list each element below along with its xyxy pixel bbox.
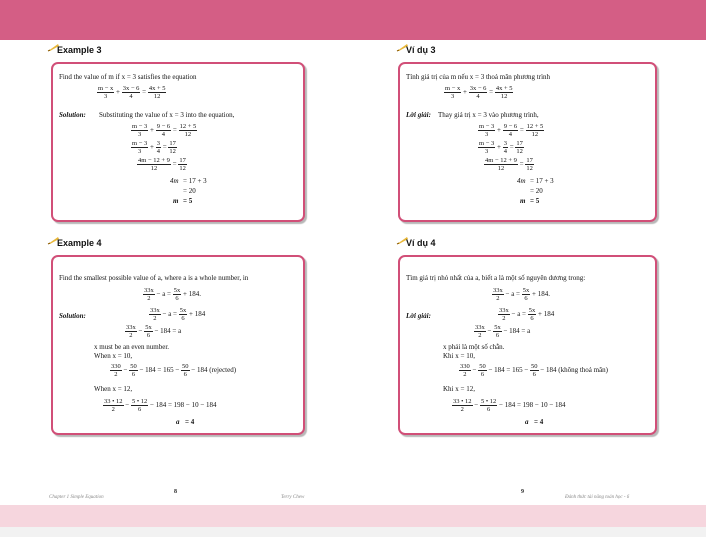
solution-when-10: Khi x = 10, [443, 352, 475, 360]
solution-step-3: $\frac{4m - 12 + 9}{12}$ = $\frac{17}{12}$ [485, 157, 533, 172]
left-page [0, 40, 353, 505]
solution-when-10: When x = 10, [94, 352, 133, 360]
page-number: 9 [521, 489, 524, 495]
footer-chapter: Chapter 1 Simple Equation [49, 495, 104, 500]
solution-label: Solution: [59, 111, 86, 119]
solution-step-3: $\frac{330}{2}$ − $\frac{50}{6}$ − 184 = 165 − $\frac{50}{6}$ − 184 (rejected) [111, 363, 237, 378]
bottom-strip [0, 527, 706, 537]
example-3-problem: Find the value of m if x = 3 satisfies the equation [59, 73, 197, 81]
solution-when-12: When x = 12, [94, 385, 133, 393]
example-4-problem: Find the smallest possible value of a, where a is a whole number, in [59, 274, 249, 282]
solution-answer-lhs: a [176, 418, 180, 426]
example-3-title: Example 3 [57, 45, 102, 55]
solution-label: Lời giải: [406, 111, 431, 119]
solution-intro: Substituting the value of x = 3 into the equation, [99, 111, 235, 119]
solution-answer-lhs: m [173, 197, 179, 205]
example-3-box [51, 62, 305, 222]
solution-step-2: $\frac{33x}{2}$ − $\frac{5x}{6}$ − 184 = a [126, 324, 182, 339]
solution-answer-rhs: = 4 [534, 418, 544, 426]
bottom-pink-band [0, 505, 706, 527]
solution-step-4-rhs: = 17 + 3 [530, 177, 554, 185]
footer-book-title: Đánh thức tài năng toán học - 6 [565, 495, 630, 500]
right-page [353, 40, 706, 505]
solution-step-4-rhs: = 17 + 3 [183, 177, 207, 185]
example-3-title: Ví dụ 3 [406, 45, 436, 55]
solution-step-4: $\frac{33 • 12}{2}$ − $\frac{5 • 12}{6}$ − 184 = 198 − 10 − 184 [453, 398, 566, 413]
solution-step-4-lhs: 4m [170, 177, 179, 185]
example-4-box [398, 255, 657, 435]
footer-author: Terry Chew [281, 495, 305, 500]
example-3-equation: $\frac{m - x}{3}$ + $\frac{3x - 6}{4}$ = $\frac{4x + 5}{12}$ [445, 85, 513, 100]
page-number: 8 [174, 489, 177, 495]
example-3-box [398, 62, 657, 222]
solution-step-2: $\frac{m - 3}{3}$ + $\frac{3}{4}$ = $\frac{17}{12}$ [132, 140, 176, 155]
example-4-equation: $\frac{33x}{2}$ − a = $\frac{5x}{6}$ + 184. [144, 287, 201, 302]
solution-answer-lhs: a [525, 418, 529, 426]
solution-answer-lhs: m [520, 197, 526, 205]
solution-step-3: $\frac{330}{2}$ − $\frac{50}{6}$ − 184 = 165 − $\frac{50}{6}$ − 184 (không thoả mãn) [460, 363, 609, 378]
solution-step-1: $\frac{33x}{2}$ − a = $\frac{5x}{6}$ + 184 [499, 307, 555, 322]
solution-step-3: $\frac{4m - 12 + 9}{12}$ = $\frac{17}{12}$ [138, 157, 186, 172]
example-3-problem: Tính giá trị của m nếu x = 3 thoả mãn phương trình [406, 73, 551, 81]
solution-step-4-lhs: 4m [517, 177, 526, 185]
solution-step-1: $\frac{33x}{2}$ − a = $\frac{5x}{6}$ + 184 [150, 307, 206, 322]
example-4-title: Example 4 [57, 238, 102, 248]
solution-step-5-rhs: = 20 [530, 187, 543, 195]
solution-step-1: $\frac{m - 3}{3}$ + $\frac{9 - 6}{4}$ = $\frac{12 + 5}{12}$ [132, 123, 197, 138]
example-4-box [51, 255, 305, 435]
solution-step-2: $\frac{33x}{2}$ − $\frac{5x}{6}$ − 184 = a [475, 324, 531, 339]
solution-even-note: x must be an even number. [94, 343, 170, 351]
solution-step-1: $\frac{m - 3}{3}$ + $\frac{9 - 6}{4}$ = $\frac{12 + 5}{12}$ [479, 123, 544, 138]
example-3-equation: $\frac{m - x}{3}$ + $\frac{3x - 6}{4}$ = $\frac{4x + 5}{12}$ [98, 85, 166, 100]
example-4-title: Ví dụ 4 [406, 238, 436, 248]
solution-step-2: $\frac{m - 3}{3}$ + $\frac{3}{4}$ = $\frac{17}{12}$ [479, 140, 523, 155]
solution-step-5-rhs: = 20 [183, 187, 196, 195]
solution-intro: Thay giá trị x = 3 vào phương trình, [438, 111, 539, 119]
solution-step-4: $\frac{33 • 12}{2}$ − $\frac{5 • 12}{6}$ − 184 = 198 − 10 − 184 [104, 398, 217, 413]
solution-answer-rhs: = 5 [183, 197, 193, 205]
solution-answer-rhs: = 4 [185, 418, 195, 426]
solution-even-note: x phải là một số chẵn. [443, 343, 505, 351]
top-header-bar [0, 0, 706, 40]
example-4-equation: $\frac{33x}{2}$ − a = $\frac{5x}{6}$ + 184. [493, 287, 550, 302]
solution-label: Solution: [59, 312, 86, 320]
solution-when-12: Khi x = 12, [443, 385, 475, 393]
solution-label: Lời giải: [406, 312, 431, 320]
solution-answer-rhs: = 5 [530, 197, 540, 205]
example-4-problem: Tìm giá trị nhỏ nhất của a, biết a là một số nguyên dương trong: [406, 274, 586, 282]
